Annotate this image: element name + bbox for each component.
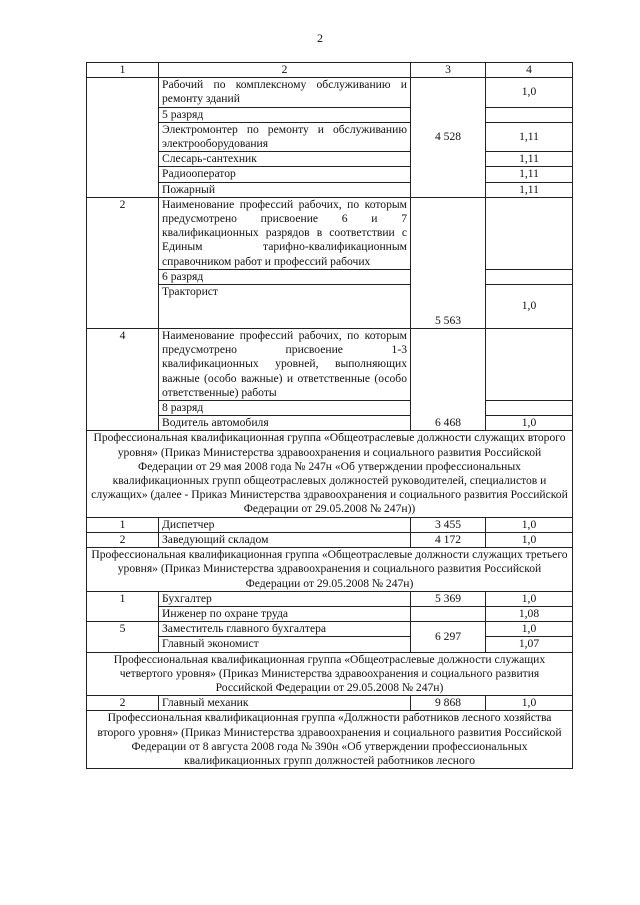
table-row	[87, 329, 573, 401]
row-coef-cell: 1,0	[486, 622, 573, 637]
row-salary-cell: 3 455	[411, 517, 486, 532]
row-name-cell: Наименование профессий рабочих, по которым предусмотрено присвоение 1-3 квалификационных уровней, выполняющих важные (особо важные) и ответственные (особо ответственные) работы	[159, 329, 411, 401]
row-name-cell: Пожарный	[159, 182, 411, 197]
table-row	[87, 197, 573, 269]
row-name-cell: 5 разряд	[159, 107, 411, 122]
row-name-cell: 8 разряд	[159, 401, 411, 416]
row-number-cell: 2	[87, 696, 159, 711]
header-col-2: 2	[159, 63, 411, 78]
table-row	[87, 416, 573, 431]
salary-table	[86, 62, 573, 769]
group-heading-row	[87, 652, 573, 696]
row-name-cell: Диспетчер	[159, 517, 411, 532]
row-coef-cell: 1,0	[486, 285, 573, 329]
table-row	[87, 167, 573, 182]
row-coef-cell: 1,0	[486, 532, 573, 547]
group-heading-row	[87, 431, 573, 517]
table-row	[87, 122, 573, 151]
row-name-cell: Водитель автомобиля	[159, 416, 411, 431]
table-row	[87, 637, 573, 652]
table-row	[87, 107, 573, 122]
row-salary-cell: 9 868	[411, 696, 486, 711]
row-salary-cell: 4 172	[411, 532, 486, 547]
table-header-row	[87, 63, 573, 78]
row-name-cell: Электромонтер по ремонту и обслуживанию электрооборудования	[159, 122, 411, 151]
group-heading: Профессиональная квалификационная группа «Общеотраслевые должности служащих второго уровня» (Приказ Министерства здравоохранения и социального развития Российской Федерации от 29 мая 2008 года № 247н «Об утверждении профессиональных квалификационных групп общеотраслевых должностей руководителей, специалистов и служащих» (далее - Приказ Министерства здравоохранения и социального развития Российской Федерации от 29.05.2008 № 247н))	[87, 431, 573, 517]
table-row	[87, 696, 573, 711]
row-coef-cell	[486, 401, 573, 416]
row-number-cell: 1	[87, 591, 159, 621]
header-col-4: 4	[486, 63, 573, 78]
row-name-cell: Наименование профессий рабочих, по которым предусмотрено присвоение 6 и 7 квалификационных разрядов в соответствии с Единым тарифно-квалификационным справочником работ и профессий рабочих	[159, 197, 411, 269]
page-number: 2	[317, 31, 323, 45]
row-coef-cell: 1,0	[486, 591, 573, 606]
table-row	[87, 532, 573, 547]
group-heading: Профессиональная квалификационная группа «Должности работников лесного хозяйства второго уровня» (Приказ Министерства здравоохранения и социального развития Российской Федерации от 8 августа 2008 года № 390н «Об утверждении профессиональных квалификационных групп должностей работников лесного	[87, 711, 573, 769]
row-name-cell: 6 разряд	[159, 269, 411, 284]
table-row	[87, 152, 573, 167]
row-coef-cell: 1,0	[486, 78, 573, 107]
row-name-cell: Бухгалтер	[159, 591, 411, 606]
row-name-cell: Заместитель главного бухгалтера	[159, 622, 411, 637]
row-coef-cell: 1,0	[486, 696, 573, 711]
row-name-cell: Главный механик	[159, 696, 411, 711]
row-coef-cell	[486, 269, 573, 284]
table-row	[87, 517, 573, 532]
table-row	[87, 591, 573, 606]
row-salary-cell	[411, 606, 486, 621]
row-name-cell: Главный экономист	[159, 637, 411, 652]
row-coef-cell: 1,11	[486, 167, 573, 182]
row-salary-cell: 5 563	[411, 197, 486, 328]
row-number-cell: 2	[87, 532, 159, 547]
row-name-cell: Радиооператор	[159, 167, 411, 182]
row-coef-cell: 1,07	[486, 637, 573, 652]
row-salary-cell: 5 369	[411, 591, 486, 606]
row-salary-cell: 4 528	[411, 78, 486, 198]
group-heading: Профессиональная квалификационная группа «Общеотраслевые должности служащих четвертого уровня» (Приказ Министерства здравоохранения и социального развития Российской Федерации от 29.05.2008 № 247н)	[87, 652, 573, 696]
row-coef-cell	[486, 107, 573, 122]
table-row	[87, 606, 573, 621]
row-coef-cell: 1,11	[486, 152, 573, 167]
row-number-cell: 5	[87, 622, 159, 652]
table-row	[87, 401, 573, 416]
row-name-cell: Тракторист	[159, 285, 411, 329]
row-name-cell: Слесарь-сантехник	[159, 152, 411, 167]
header-col-1: 1	[87, 63, 159, 78]
row-salary-cell: 6 468	[411, 329, 486, 431]
row-coef-cell: 1,0	[486, 517, 573, 532]
row-name-cell: Заведующий складом	[159, 532, 411, 547]
table-row	[87, 78, 573, 107]
header-col-3: 3	[411, 63, 486, 78]
row-coef-cell: 1,11	[486, 182, 573, 197]
row-name-cell: Инженер по охране труда	[159, 606, 411, 621]
table-row	[87, 622, 573, 637]
row-salary-cell: 6 297	[411, 622, 486, 652]
group-heading: Профессиональная квалификационная группа «Общеотраслевые должности служащих третьего уровня» (Приказ Министерства здравоохранения и социального развития Российской Федерации от 29.05.2008 № 247н)	[87, 548, 573, 592]
row-number-cell: 4	[87, 329, 159, 431]
group-heading-row	[87, 548, 573, 592]
row-number-cell: 1	[87, 517, 159, 532]
table-row	[87, 269, 573, 284]
group-heading-row	[87, 711, 573, 769]
row-coef-cell: 1,11	[486, 122, 573, 151]
row-name-cell: Рабочий по комплексному обслуживанию и ремонту зданий	[159, 78, 411, 107]
row-coef-cell	[486, 197, 573, 269]
table-row	[87, 182, 573, 197]
row-number-cell: 2	[87, 197, 159, 328]
table-row	[87, 285, 573, 329]
row-coef-cell: 1,08	[486, 606, 573, 621]
row-coef-cell	[486, 329, 573, 401]
row-coef-cell: 1,0	[486, 416, 573, 431]
row-number-cell	[87, 78, 159, 198]
